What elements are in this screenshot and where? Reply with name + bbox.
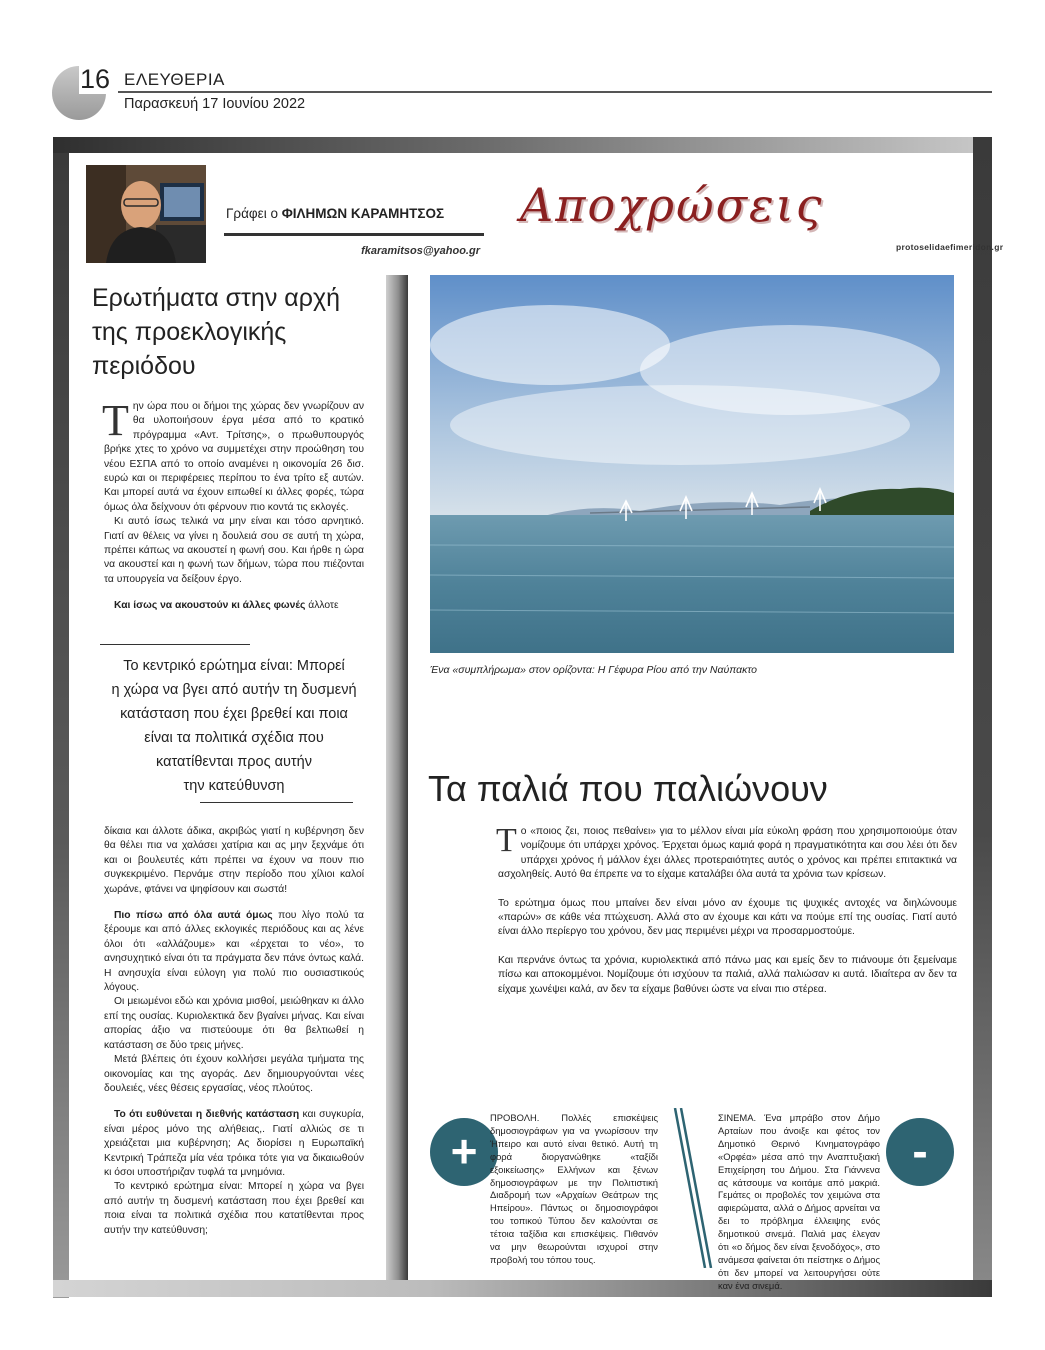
article1-bold-lead: Το ότι ευθύνεται η διεθνής κατάσταση bbox=[114, 1109, 300, 1121]
article1-paragraph: Οι μειωμένοι εδώ και χρόνια μισθοί, μειώθηκαν κι άλλο επί της ουσίας. Κυριολεκτικά δεν βγαίνει μήνας. Και είναι απορίας άξιο να πιστεύουμε ότι θα βελτιωθεί η κατάσταση σε δύο τρεις μήνες. bbox=[104, 996, 364, 1051]
frame-right-bar bbox=[973, 137, 992, 1297]
article1-paragraph bbox=[104, 909, 364, 995]
article1-bold-lead: Και ίσως να ακουστούν κι άλλες φωνές bbox=[114, 600, 306, 612]
article1-paragraph bbox=[102, 396, 364, 515]
article1-dropcap: Τ bbox=[102, 396, 129, 445]
author-portrait-graphic bbox=[86, 165, 206, 263]
article1-title-line: της προεκλογικής bbox=[92, 318, 287, 346]
pullquote-line: κατατίθενται προς αυτήν bbox=[156, 754, 312, 770]
author-name: ΦΙΛΗΜΩΝ ΚΑΡΑΜΗΤΣΟΣ bbox=[281, 206, 445, 221]
minus-box-paragraph: ΣΙΝΕΜΑ. Ένα μπράβο στον Δήμο Αρταίων που άνοιξε και φέτος τον Δημοτικό Θερινό Κινηματογράφο «Ορφέα» μέσα από την Αναπτυξιακή Επιχείρηση του Δήμου. Στα Γιάννενα ας κάτσουμε να κοιτάμε από μακριά. Γεμάτες οι προβολές τον χειμώνα στα αφιερώματα, αλλά ο Δήμος αρνείται να δει το πρόβλημα έλλειψης ενός δημοτικού σινεμά. Παλιά μας έλεγαν ότι «ο δήμος δεν είναι ξενοδόχος», στο ανάμεσα φαίνεται ότι πείστηκε ο Δήμος ότι δεν μπορεί να λειτουργήσει ούτε καν ένα σινεμά. bbox=[718, 1112, 880, 1291]
article1-bold-lead: Πιο πίσω από όλα αυτά όμως bbox=[114, 910, 273, 922]
article2-paragraph: Το ερώτημα όμως που μπαίνει δεν είναι μόνο αν έχουμε τις ψυχικές αντοχές να διηλώνουμε «παρών» σε κάθε νέα πτώχευση. Αλλά στο αν έχουμε και κάτι να πούμε επί της ουσίας. Γιατί αυτό είναι άλλο περίεργο του χρόνου, δεν μας περιμένει μέχρι να προσαρμοστούμε. bbox=[498, 897, 957, 938]
article1-paragraph: Το κεντρικό ερώτημα είναι: Μπορεί η χώρα να βγει από αυτήν τη δυσμενή κατάσταση που έχει βρεθεί και ποια είναι τα πολιτικά σχέδια που κατατίθενται προς αυτήν την κατεύθυνση; bbox=[104, 1181, 364, 1236]
issue-date: Παρασκευή 17 Ιουνίου 2022 bbox=[124, 96, 306, 112]
article1-title-line: περιόδου bbox=[92, 352, 196, 380]
author-prefix: Γράφει ο bbox=[226, 206, 278, 221]
plus-box-text: ΠΡΟΒΟΛΗ. Πολλές επισκέψεις δημοσιογράφων για να γνωρίσουν την Ήπειρο και αυτό είναι θετικό. Αυτή τη φορά διοργανώθηκε «ταξίδι εξοικείωσης» Ελλήνων και ξένων δημοσιογράφων με την Πολιτιστική Διαδρομή των «Αρχαίων Θεάτρων της Ηπείρου». Πάντως οι δημοσιογράφοι του τοπικού Τύπου δεν καλούνται σε τέτοια ταξίδια και επισκέψεις. Πιθανόν να μην θεωρούνται ισχυροί στην προβολή του τόπου τους. bbox=[490, 1112, 658, 1265]
photo-caption: Ένα «συμπλήρωμα» στον ορίζοντα: Η Γέφυρα Ρίου από την Ναύπακτο bbox=[430, 664, 758, 676]
frame-left-bar bbox=[53, 153, 69, 1298]
source-watermark: protoselidaefimeridon.gr bbox=[896, 242, 1004, 252]
rio-bridge-seascape bbox=[430, 275, 954, 653]
article1-paragraph: Μετά βλέπεις ότι έχουν κολλήσει μεγάλα τμήματα της οικονομίας και της αγοράς. Δεν δημιουργούνται νέες δουλειές, νέες θέσεις εργασίας, νέος πλούτος. bbox=[104, 1054, 364, 1094]
article1-paragraph-text: που λίγο πολύ τα ξέρουμε και από άλλες εκλογικές περιόδους και ας λένε όλοι ότι «αλλάζουμε» και «έρχεται το νέο», το ανησυχητικό είναι ότι τα πράγματα δεν πάνε όντως καλά. Η ανησυχία είναι εύλογη για πολύ πιο ουσιαστικούς λόγους. bbox=[104, 910, 364, 994]
column-divider bbox=[386, 275, 408, 1280]
article1-pullquote bbox=[92, 654, 376, 798]
author-photo bbox=[86, 165, 206, 263]
article2-title: Τα παλιά που παλιώνουν bbox=[428, 768, 828, 809]
article1-paragraph-text: και συγκυρία, είναι μέρος μόνο της αλήθειας,. Γιατί αλλιώς σε τι χρειάζεται μια κυβέρνηση; Ας διορίσει η Ευρωπαϊκή Κεντρική Τράπεζα μία νέα τρόικα τότε για να δικαιωθούν κι όσοι υποστήριζαν τυφλά τα μνημόνια. bbox=[104, 1109, 365, 1178]
article2-paragraph-text: ο «ποιος ζει, ποιος πεθαίνει» για το μέλλον είναι μία εύκολη φράση που χρησιμοποιούμε όταν νομίζουμε ότι υπάρχει χρόνος. Έρχεται όμως καμιά φορά η πραγματικότητα και σου λέει ότι δεν υπάρχει χρόνος ή μάλλον έχει άλλες προτεραιότητες αυτός ο χρόνος και πρέπει επιτακτικά να ασχοληθείς. Αυτό θα έπρεπε να το είχαμε καταλάβει όλα αυτά τα χρόνια των κρίσεων. bbox=[498, 826, 957, 881]
frame-top-bar bbox=[53, 137, 992, 153]
article2-paragraph bbox=[496, 822, 957, 883]
header-rule bbox=[118, 91, 992, 93]
pullquote-rule-top bbox=[100, 644, 250, 645]
plus-icon: + bbox=[430, 1118, 498, 1186]
box-separator-slash bbox=[673, 1108, 713, 1273]
pullquote-line: Το κεντρικό ερώτημα είναι: Μπορεί bbox=[123, 658, 345, 674]
pullquote-line: κατάσταση που έχει βρεθεί και ποια bbox=[120, 706, 348, 722]
author-byline bbox=[226, 206, 444, 221]
article1-title-line: Ερωτήματα στην αρχή bbox=[92, 284, 340, 312]
column-logo: Αποχρώσεις bbox=[520, 178, 824, 232]
pullquote-line: την κατεύθυνση bbox=[183, 778, 285, 794]
article1-body-bottom bbox=[104, 825, 364, 1238]
article2-dropcap: Τ bbox=[496, 822, 517, 859]
article1-paragraph-text: άλλοτε bbox=[305, 600, 339, 612]
pullquote-line: είναι τα πολιτικά σχέδια που bbox=[144, 730, 324, 746]
article1-paragraph-text: ην ώρα που οι δήμοι της χώρας δεν γνωρίζουν αν θα υλοποιήσουν έργα μέσα από το κρατικό πρόγραμμα «Αντ. Τρίτσης», ο πρωθυπουργός βρήκε χτες το χρόνο να συμμετέχει στην προώθηση του νέου ΕΣΠΑ από το οποίο αναμένει η οικονομία 26 δισ. ευρώ και οι περιφέρειες περίπου το ένα τρίτο εξ αυτών. Και μπορεί αυτά να έχουν ειπωθεί κι άλλες φορές, τώρα όμως όλα δείχνουν ότι φέρνουν πιο κοντά τις εκλογές. bbox=[104, 401, 364, 513]
article1-paragraph bbox=[104, 599, 364, 613]
article2-paragraph: Και περνάνε όντως τα χρόνια, κυριολεκτικά από πάνω μας και εμείς δεν το πιάνουμε ότι ξεμείναμε πίσω και αποκομμένοι. Νομίζουμε ότι ισχύουν τα παλιά, αλλά παλιώσαν κι αυτά. Ιδιαίτερα αν δεν τα είχαμε χωνέψει καλά, αν δεν τα είχαμε βαθύνει ώστε να είναι πιο στέρεα. bbox=[498, 954, 957, 995]
minus-icon: - bbox=[886, 1118, 954, 1186]
article1-title bbox=[92, 281, 372, 383]
article1-paragraph bbox=[104, 1108, 364, 1180]
bridge-photo bbox=[430, 275, 954, 653]
article1-paragraph: δίκαια και άλλοτε άδικα, ακριβώς γιατί η κυβέρνηση δεν θα θέλει πια να χαλάσει χατίρια και ας μην ξεχνάμε ότι και οι βουλευτές κάτι πρέπει να έχουν να πουν πιο συγκεκριμένο. Περνάμε στην περίοδο που χίλιοι καλοί χωράνε, φτάνει να ψηφίσουν και σωστά! bbox=[104, 826, 364, 895]
pullquote-rule-bottom bbox=[200, 802, 353, 803]
page-number: 16 bbox=[80, 64, 111, 94]
newspaper-name: ΕΛΕΥΘΕΡΙΑ bbox=[124, 70, 225, 89]
article1-paragraph: Κι αυτό ίσως τελικά να μην είναι και τόσο αρνητικό. Γιατί αν θέλεις να γίνει η δουλειά σου σε αυτή τη χώρα, πρέπει κάπως να ακουστεί η φωνή σου. Και ήρθε η ώρα να ακουστεί και η φωνή των δήμων, τώρα που πιέζονται τα υπουργεία να δείξουν έργο. bbox=[104, 516, 364, 585]
article2-body bbox=[496, 822, 957, 1011]
slash-divider-graphic bbox=[673, 1108, 713, 1268]
author-rule bbox=[224, 233, 484, 236]
author-email: fkaramitsos@yahoo.gr bbox=[361, 245, 480, 257]
article1-body-top bbox=[102, 396, 364, 614]
pullquote-line: η χώρα να βγει από αυτήν τη δυσμενή bbox=[111, 682, 357, 698]
